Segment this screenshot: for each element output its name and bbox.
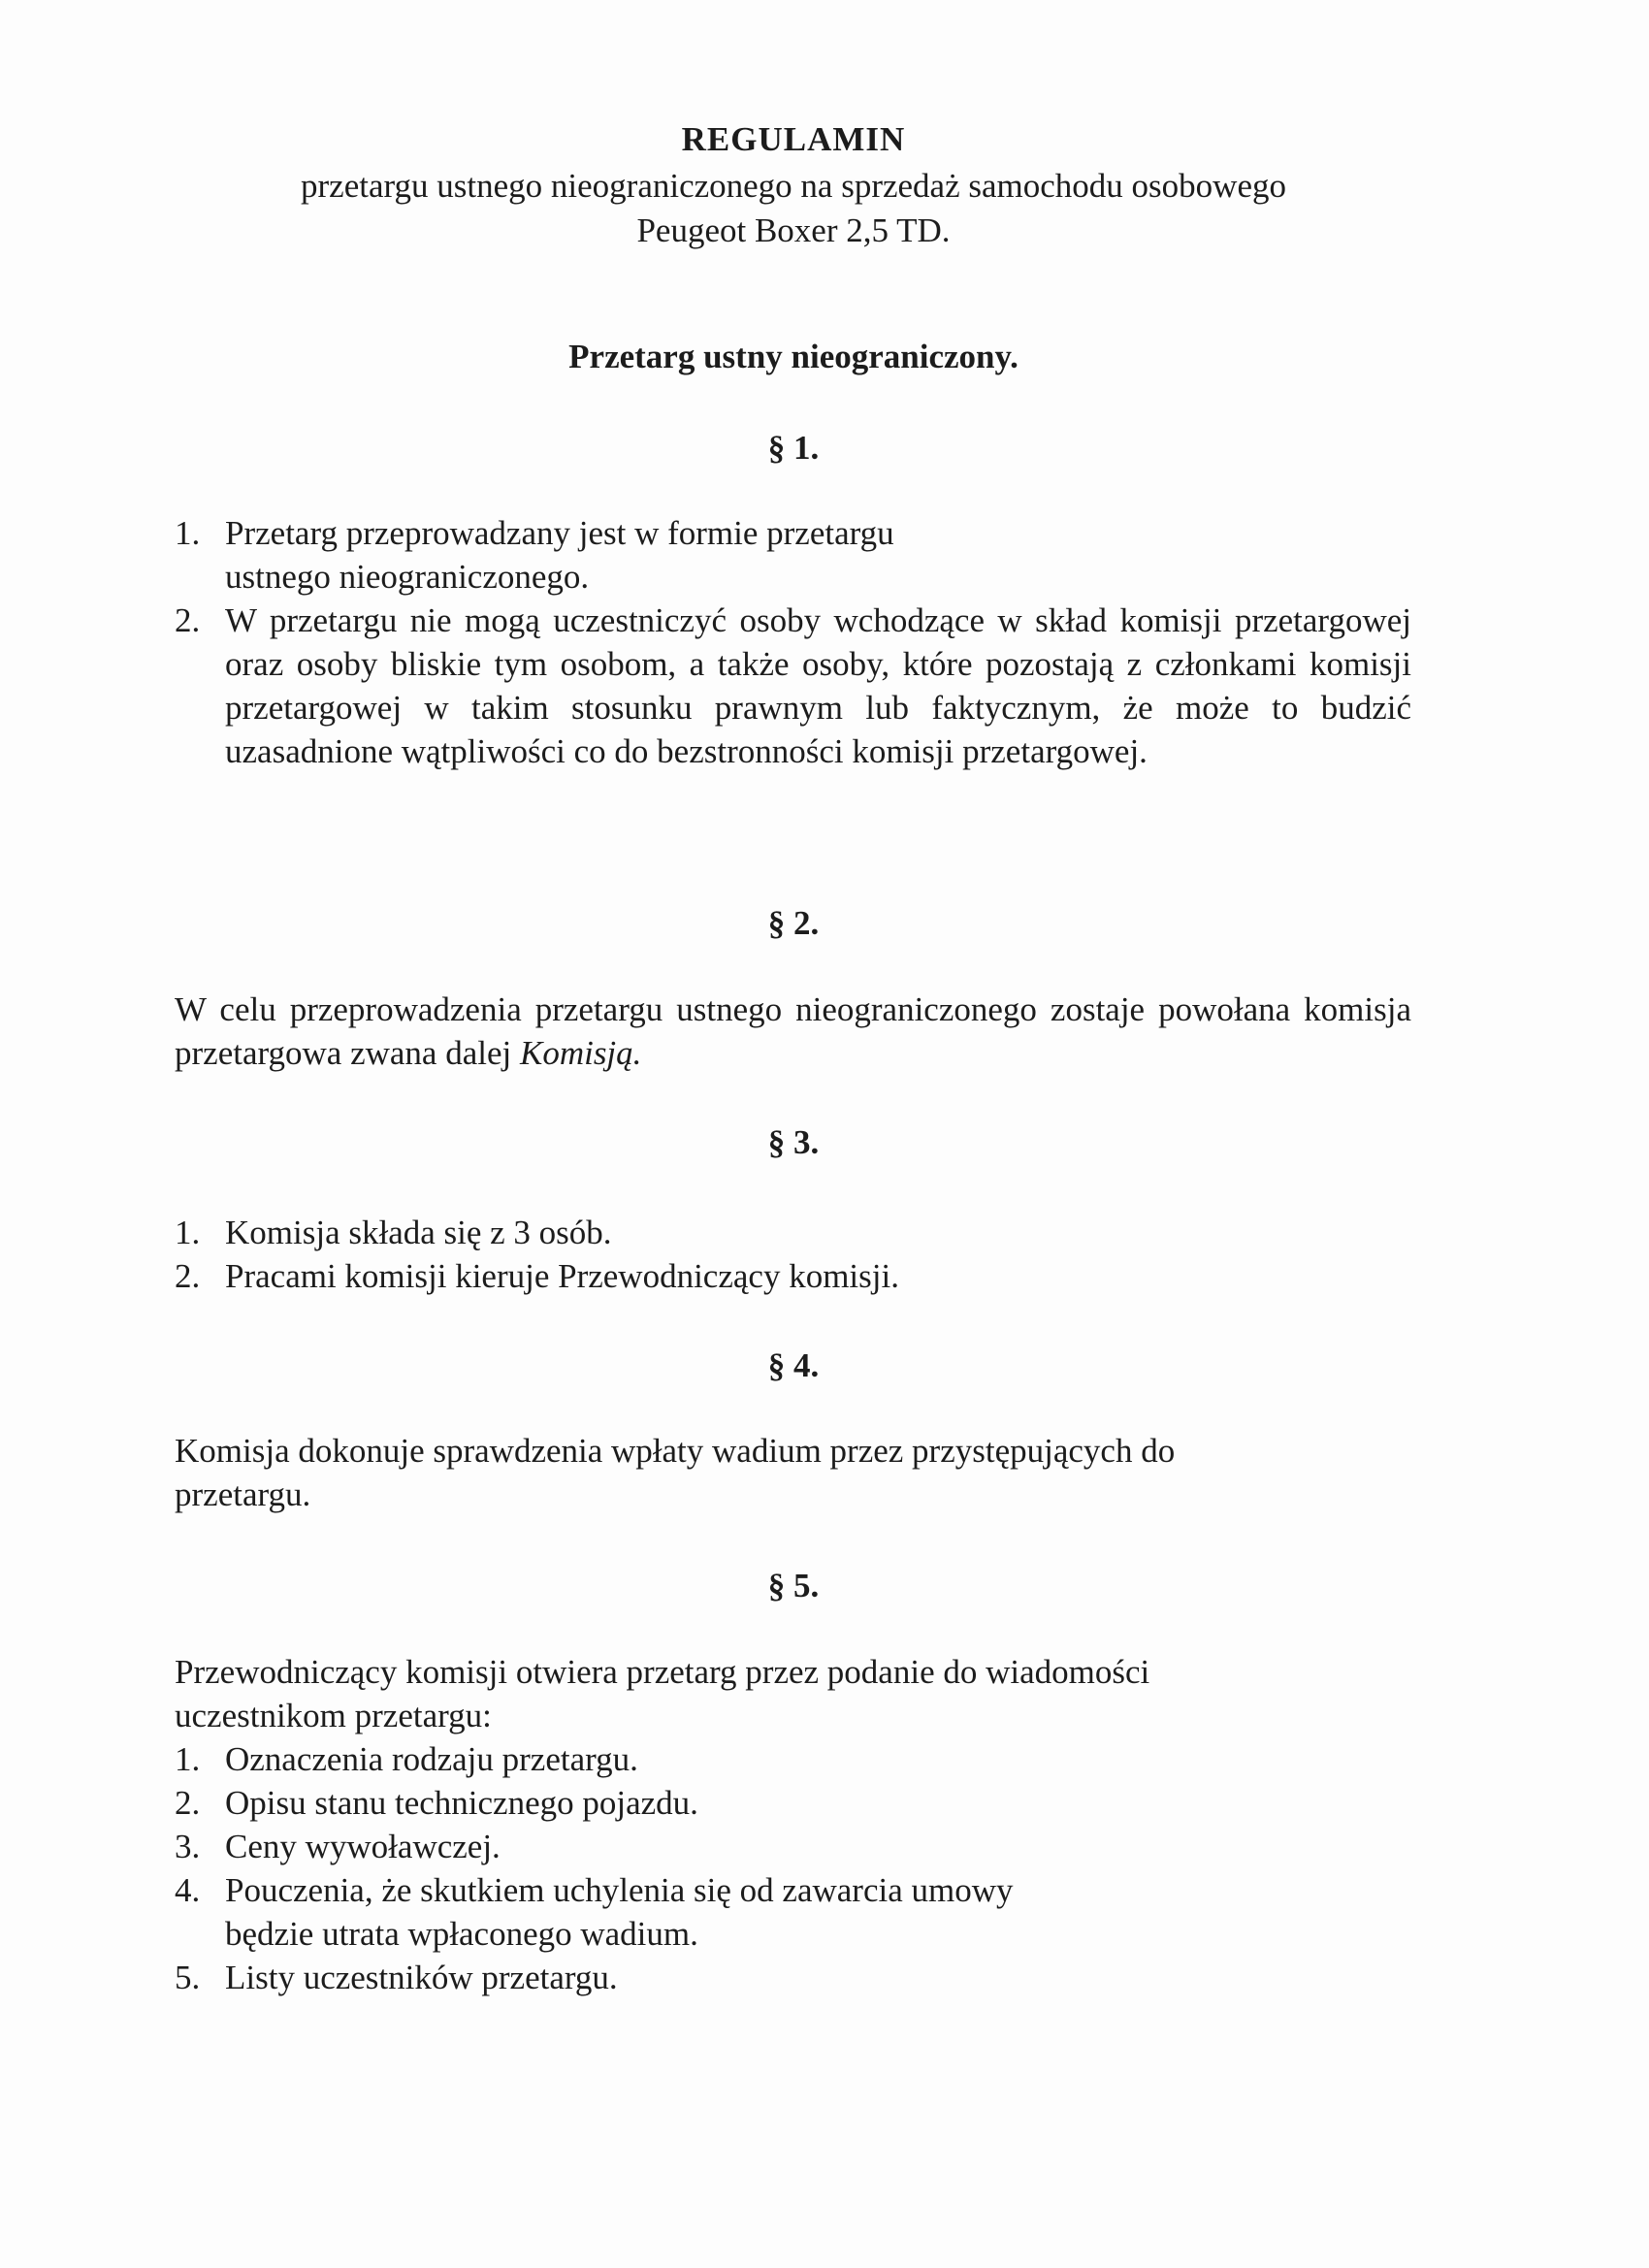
list-item (175, 1737, 1411, 1781)
list-item (175, 511, 1411, 599)
list-item-number: 1. (175, 1740, 201, 1778)
document-title: REGULAMIN (681, 120, 906, 158)
list-item-text: Przetarg przeprowadzany jest w formie przetargu ustnego nieograniczonego. (225, 514, 894, 596)
list-item-number: 1. (175, 1214, 201, 1251)
list-item-text: Pracami komisji kieruje Przewodniczący komisji. (225, 1257, 899, 1295)
paragraph-5-text: Przewodniczący komisji otwiera przetarg przez podanie do wiadomości uczestnikom przetargu: (175, 1653, 1150, 1734)
list-item-text: Komisja składa się z 3 osób. (225, 1214, 612, 1251)
list-item-text: Ceny wywoławczej. (225, 1828, 501, 1865)
list-item (175, 1868, 1411, 1956)
list-item (175, 1781, 1411, 1825)
list-item (175, 1211, 1411, 1254)
list-item-number: 2. (175, 601, 201, 639)
document-subtitle-line1: przetargu ustnego nieograniczonego na sprzedaż samochodu osobowego (301, 167, 1286, 205)
paragraph-2-text (175, 988, 1411, 1075)
list-item-number: 3. (175, 1828, 201, 1865)
paragraph-mark-5: § 5. (767, 1567, 820, 1604)
paragraph-mark-4: § 4. (767, 1346, 820, 1384)
list-item-text: W przetargu nie mogą uczestniczyć osoby wchodzące w skład komisji przetargowej oraz osoby bliskie tym osobom, a także osoby, które pozostają z członkami komisji przetargowej w takim stosunku prawnym lub faktycznym, że może to budzić uzasadnione wątpliwości co do bezstronności komisji przetargowej. (225, 601, 1411, 770)
paragraph-mark-1: § 1. (767, 429, 820, 467)
list-item-number: 1. (175, 514, 201, 552)
paragraph-1-list (175, 511, 1411, 773)
list-item (175, 1956, 1411, 1999)
paragraph-3-list (175, 1211, 1411, 1298)
list-item (175, 599, 1411, 773)
list-item-number: 4. (175, 1871, 201, 1909)
paragraph-mark-2: § 2. (767, 904, 820, 942)
list-item-text: Oznaczenia rodzaju przetargu. (225, 1740, 638, 1778)
list-item-number: 5. (175, 1959, 201, 1996)
paragraph-2-italic: Komisją. (519, 1034, 642, 1072)
section-heading: Przetarg ustny nieograniczony. (568, 338, 1018, 375)
document-subtitle-line2: Peugeot Boxer 2,5 TD. (636, 211, 951, 249)
paragraph-5-list (175, 1737, 1411, 1999)
list-item-text: Opisu stanu technicznego pojazdu. (225, 1784, 698, 1822)
list-item-text: Listy uczestników przetargu. (225, 1959, 618, 1996)
paragraph-4-text: Komisja dokonuje sprawdzenia wpłaty wadium przez przystępujących do przetargu. (175, 1432, 1176, 1513)
paragraph-2-body: W celu przeprowadzenia przetargu ustnego nieograniczonego zostaje powołana komisja przetargowa zwana dalej (175, 990, 1411, 1072)
list-item (175, 1825, 1411, 1868)
list-item-number: 2. (175, 1784, 201, 1822)
list-item-number: 2. (175, 1257, 201, 1295)
paragraph-mark-3: § 3. (767, 1123, 820, 1161)
list-item-text: Pouczenia, że skutkiem uchylenia się od zawarcia umowy będzie utrata wpłaconego wadium. (225, 1871, 1014, 1953)
list-item (175, 1254, 1411, 1298)
